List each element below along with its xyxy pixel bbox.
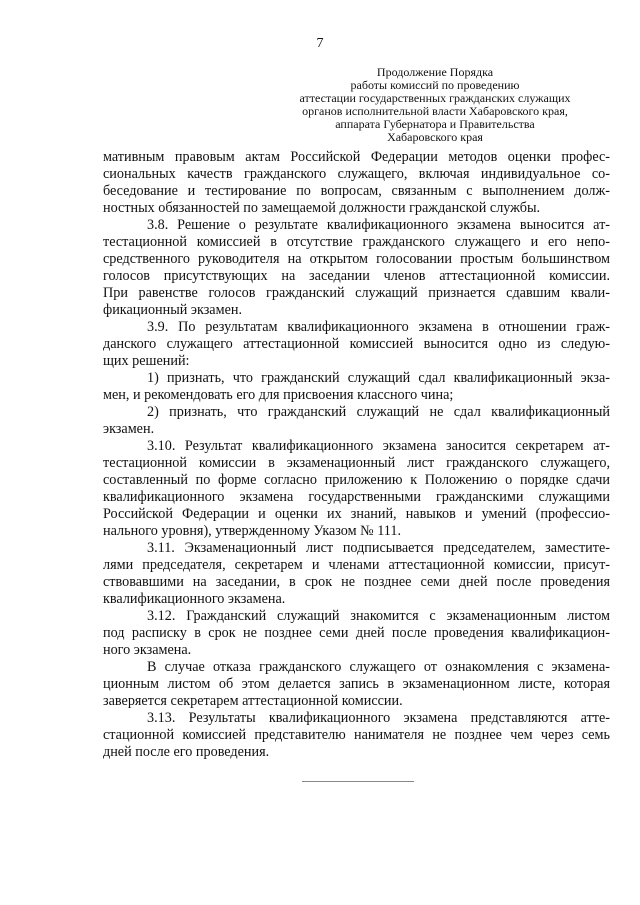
text-line: ционным листом об этом делается запись в экзаменационном листе, которая xyxy=(103,676,610,692)
text-line: 3.13. Результаты квалификационного экзамена представляются атте- xyxy=(147,710,610,726)
continuation-header xyxy=(270,66,600,144)
text-line: беседование и тестирование по вопросам, связанным с выполнением долж- xyxy=(103,183,610,199)
header-line: аттестации государственных гражданских служащих xyxy=(299,91,571,105)
text-line: 3.9. По результатам квалификационного экзамена в отношении граж- xyxy=(147,319,610,335)
page-number: 7 xyxy=(316,36,324,51)
text-line: квалификационного экзамена государственными гражданскими служащими xyxy=(103,489,610,505)
text-line: 3.12. Гражданский служащий знакомится с экзаменационным листом xyxy=(147,608,610,624)
text-line: сиональных качеств гражданского служащего, включая индивидуальное со- xyxy=(103,166,610,182)
text-line: дней после его проведения. xyxy=(103,744,270,760)
header-line: Хабаровского края xyxy=(387,130,483,144)
text-line: стационной комиссией представителю нанимателя не позднее чем через семь xyxy=(103,727,610,743)
text-line: квалификационного экзамена. xyxy=(103,591,286,607)
text-line: тестационной комиссией в отсутствие гражданского служащего и его непо- xyxy=(103,234,610,250)
text-line: мативным правовым актам Российской Федерации методов оценки профес- xyxy=(103,149,610,165)
header-line: Продолжение Порядка xyxy=(376,65,494,79)
header-line: аппарата Губернатора и Правительства xyxy=(335,117,535,131)
text-line: под расписку в срок не позднее семи дней после проведения квалификацион- xyxy=(103,625,610,641)
body-text xyxy=(103,149,610,761)
text-line: мен, и рекомендовать его для присвоения классного чина; xyxy=(103,387,454,403)
text-line: Российской Федерации и оценки их знаний, навыков и умений (профессио- xyxy=(103,506,610,522)
text-line: ствовавшими на заседании, в срок не позднее семи дней после проведения xyxy=(103,574,610,590)
text-line: нального уровня), утвержденному Указом № 111. xyxy=(103,523,402,539)
text-line: экзамен. xyxy=(103,421,155,437)
text-line: заверяется секретарем аттестационной комиссии. xyxy=(103,693,403,709)
text-line: 2) признать, что гражданский служащий не сдал квалификационный xyxy=(147,404,610,420)
text-line: ного экзамена. xyxy=(103,642,192,658)
text-line: В случае отказа гражданского служащего от ознакомления с экзамена- xyxy=(147,659,610,675)
text-line: 3.10. Результат квалификационного экзамена заносится секретарем ат- xyxy=(147,438,610,454)
text-line: 1) признать, что гражданский служащий сдал квалификационный экза- xyxy=(147,370,610,386)
text-line: щих решений: xyxy=(103,353,190,369)
text-line: фикационный экзамен. xyxy=(103,302,243,318)
header-line: работы комиссий по проведению xyxy=(350,78,520,92)
text-line: составленный по форме согласно приложению к Положению о порядке сдачи xyxy=(103,472,610,488)
text-line: ностных обязанностей по замещаемой должности гражданской службы. xyxy=(103,200,541,216)
text-line: лями председателя, секретарем и членами аттестационной комиссии, присут- xyxy=(103,557,610,573)
text-line: При равенстве голосов гражданский служащий признается сдавшим квали- xyxy=(103,285,610,301)
text-line: голосов присутствующих на заседании членов аттестационной комиссии. xyxy=(103,268,610,284)
end-separator-line xyxy=(302,781,414,782)
text-line: 3.11. Экзаменационный лист подписывается председателем, заместите- xyxy=(147,540,610,556)
text-line: данского служащего аттестационной комиссией выносится одно из следую- xyxy=(103,336,610,352)
text-line: средственного руководителя на открытом голосовании простым большинством xyxy=(103,251,610,267)
text-line: тестационной комиссии в экзаменационный лист гражданского служащего, xyxy=(103,455,610,471)
text-line: 3.8. Решение о результате квалификационного экзамена выносится ат- xyxy=(147,217,610,233)
header-line: органов исполнительной власти Хабаровского края, xyxy=(302,104,568,118)
